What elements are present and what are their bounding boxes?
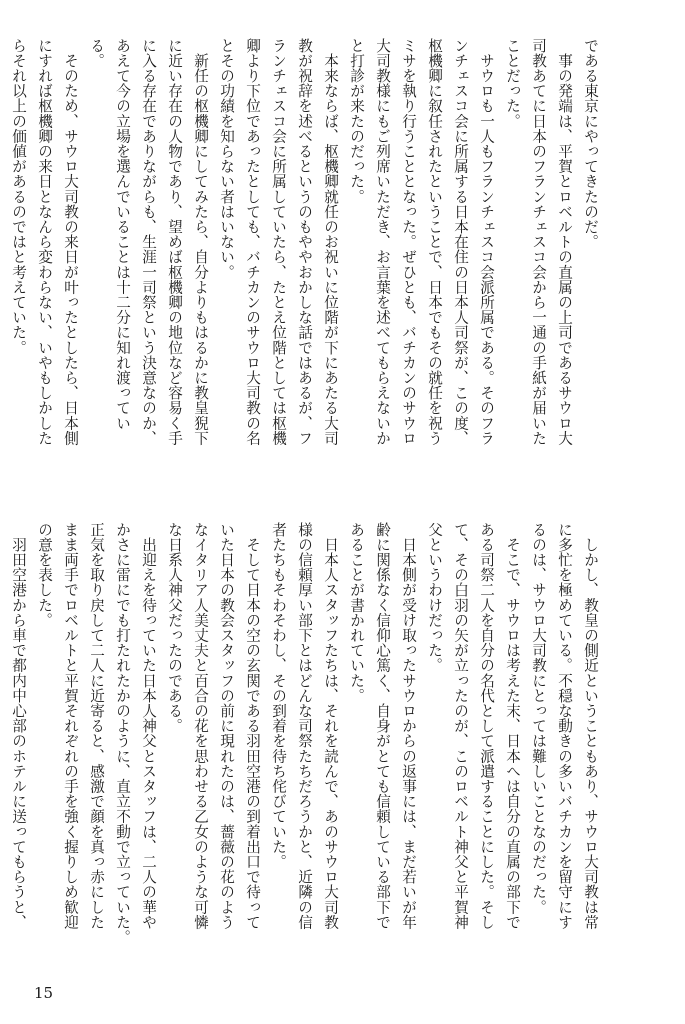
text-line: そして日本の空の玄関である羽田空港の到着出口で待って: [244, 522, 261, 930]
text-line: 大司教様にもご列席いただき、お言葉を述べてもらえないか: [374, 38, 391, 446]
text-line: て、その白羽の矢が立ったのが、このロベルト神父と平賀神: [452, 522, 469, 930]
text-line: である東京にやってきたのだ。: [582, 38, 599, 250]
text-block-top: [5, 38, 603, 476]
text-line: ンチェスコ会に所属する日本在住の日本人司祭が、この度、: [452, 38, 469, 446]
text-line: 卿より下位であったとしても、バチカンのサウロ大司教の名: [244, 38, 261, 446]
text-line: ミサを執り行うこととなった。ぜひとも、バチカンのサウロ: [400, 38, 417, 446]
text-line: と打診が来たのだった。: [348, 38, 365, 205]
text-line: ことだった。: [504, 38, 521, 129]
text-line: 新任の枢機卿にしてみたら、自分よりもはるかに教皇猊下: [192, 38, 209, 446]
text-line: かさに雷にでも打たれたかのように、直立不動で立っていた。: [114, 522, 131, 945]
text-line: 日本側が受け取ったサウロからの返事には、まだ若いが年: [400, 522, 417, 930]
text-line: 枢機卿に叙任されたということで、日本でもその就任を祝う: [426, 38, 443, 446]
text-line: ランチェスコ会に所属していたら、たとえ位階としては枢機: [270, 38, 287, 446]
text-line: ある司祭二人を自分の名代として派遣することにした。そし: [478, 522, 495, 930]
text-line: あることが書かれていた。: [348, 522, 365, 704]
text-line: サウロも一人もフランチェスコ会派所属である。そのフラ: [478, 38, 495, 446]
text-line: 出迎えを待っていた日本人神父とスタッフは、二人の華や: [140, 522, 157, 930]
text-line: 司教あてに日本のフランチェスコ会から一通の手紙が届いた: [530, 38, 547, 446]
text-line: あえて今の立場を選んでいることは十二分に知れ渡ってい: [114, 38, 131, 431]
text-line: 様の信頼厚い部下とはどんな司祭たちだろうかと、近隣の信: [296, 522, 313, 930]
text-line: とその功績を知らない者はいない。: [218, 38, 235, 280]
text-line: にすれば枢機卿の来日となんら変わらない、いやもしかした: [36, 38, 53, 446]
text-line: 日本人スタッフたちは、それを読んで、あのサウロ大司教: [322, 522, 339, 930]
text-line: なイタリア人美丈夫と百合の花を思わせる乙女のような可憐: [192, 522, 209, 930]
text-line: に近い存在の人物であり、望めば枢機卿の地位など容易く手: [166, 38, 183, 446]
text-line: 事の発端は、平賀とロベルトの直属の上司であるサウロ大: [556, 38, 573, 446]
text-line: 本来ならば、枢機卿就任のお祝いに位階が下にあたる大司: [322, 38, 339, 446]
text-line: そのため、サウロ大司教の来日が叶ったとしたら、日本側: [62, 38, 79, 446]
text-line: るのは、サウロ大司教にとっては難しいことなのだった。: [530, 522, 547, 915]
text-line: 正気を取り戻して二人に近寄ると、感激で顔を真っ赤にした: [88, 522, 105, 930]
text-line: そこで、サウロは考えた末、日本へは自分の直属の部下で: [504, 522, 521, 930]
text-line: 父というわけだった。: [426, 522, 443, 673]
text-line: らそれ以上の価値があるのではと考えていた。: [10, 38, 27, 356]
text-line: 者たちもそわそわし、その到着を待ち侘びていた。: [270, 522, 287, 870]
text-line: な日系人神父だったのである。: [166, 522, 183, 734]
text-line: 羽田空港から車で都内中心部のホテルに送ってもらうと、: [10, 522, 27, 930]
text-line: に入る存在でありながらも、生涯一司祭という決意なのか、: [140, 38, 157, 446]
text-line: に多忙を極めている。不穏な動きの多いバチカンを留守にす: [556, 522, 573, 930]
text-line: る。: [88, 38, 105, 69]
text-line: まま両手でロベルトと平賀それぞれの手を強く握りしめ歓迎: [62, 522, 79, 930]
text-line: いた日本の教会スタッフの前に現れたのは、薔薇の花のよう: [218, 522, 235, 930]
text-line: 齢に関係なく信仰心篤く、自身がとても信頼している部下で: [374, 522, 391, 930]
text-line: 教が祝辞を述べるというのもややおかしな話ではあるが、フ: [296, 38, 313, 446]
text-line: しかし、教皇の側近ということもあり、サウロ大司教は常: [582, 522, 599, 930]
text-block-bottom: [5, 522, 603, 960]
text-line: の意を表した。: [36, 522, 53, 628]
page-number: 15: [34, 984, 54, 1002]
